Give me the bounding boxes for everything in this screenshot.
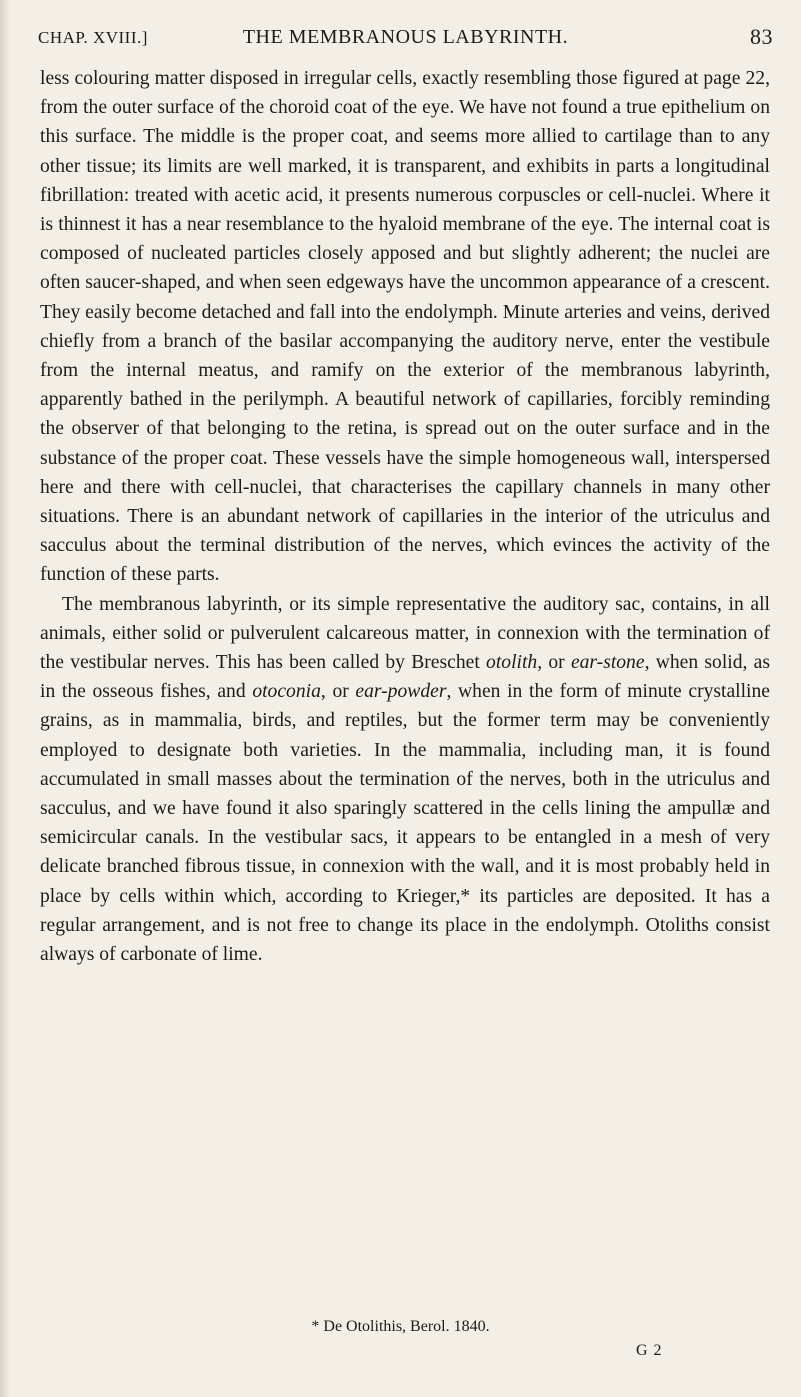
running-header <box>38 24 773 56</box>
paragraph-2 <box>40 590 770 970</box>
term-otoconia: otoconia <box>252 681 321 703</box>
page-number: 83 <box>750 24 773 49</box>
text-run: The membranous labyrinth, or its simple representative the auditory sac, contains, in all animals, either solid or pulverulent calcareous matter, in connexion with the termination of the vestibular nerves. This has been called by Breschet <box>40 593 770 674</box>
running-title: THE MEMBRANOUS LABYRINTH. <box>242 26 569 48</box>
text-run: , or <box>320 681 356 703</box>
paragraph-1: less colouring matter disposed in irregular cells, exactly resembling those figured at page 22, from the outer surface of the choroid coat of the eye. We have not found a true epithelium on this surface. The middle is the proper coat, and seems more allied to cartilage than to any other tissue; its limits are well marked, it is transparent, and exhibits in parts a longitudinal fibrillation: treated with acetic acid, it presents numerous corpuscles or cell-nuclei. Where it is thinnest it has a near resemblance to the hyaloid membrane of the eye. The internal coat is composed of nucleated particles closely apposed and but slightly adherent; the nuclei are often saucer-shaped, and when seen edgeways have the uncommon appearance of a crescent. They easily become detached and fall into the endolymph. Minute arteries and veins, derived chiefly from a branch of the basilar accompanying the auditory nerve, enter the vestibule from the internal meatus, and ramify on the exterior of the membranous labyrinth, apparently bathed in the perilymph. A beautiful network of capillaries, forcibly reminding the observer of that belonging to the retina, is spread out on the outer surface and in the substance of the proper coat. These vessels have the simple homogeneous wall, interspersed here and there with cell-nuclei, that characterises the capillary channels in many other situations. There is an abundant network of capillaries in the interior of the utriculus and sacculus about the terminal distribution of the nerves, which evinces the activity of the function of these parts. <box>40 68 770 586</box>
text-run: , or <box>537 652 571 674</box>
text-run: , when in the form of minute crystalline grains, as in mammalia, birds, and reptiles, but the former term may be conveniently employed to designate both varieties. In the mammalia, including man, it is found accumulated in small masses about the termination of the nerves, both in the utriculus and sacculus, and we have found it also sparingly scattered in the cells lining the ampullæ and semicircular canals. In the vestibular sacs, it appears to be entangled in a mesh of very delicate branched fibrous tissue, in connexion with the wall, and it is most probably held in place by cells within which, according to Krieger,* its particles are deposited. It has a regular arrangement, and is not free to change its place in the endolymph. Otoliths consist always of carbonate of lime. <box>40 681 770 966</box>
body-text <box>40 64 770 969</box>
printer-signature: G 2 <box>636 1342 663 1359</box>
term-ear-stone: ear-stone <box>570 652 645 674</box>
text-run: , when solid, as in the osseous fishes, and <box>40 652 770 703</box>
footnote: * De Otolithis, Berol. 1840. <box>311 1318 490 1335</box>
term-otolith: otolith <box>486 652 538 674</box>
page-gutter-shadow <box>0 0 10 1397</box>
chapter-label: CHAP. XVIII.] <box>38 28 148 47</box>
term-ear-powder: ear-powder <box>355 681 447 703</box>
